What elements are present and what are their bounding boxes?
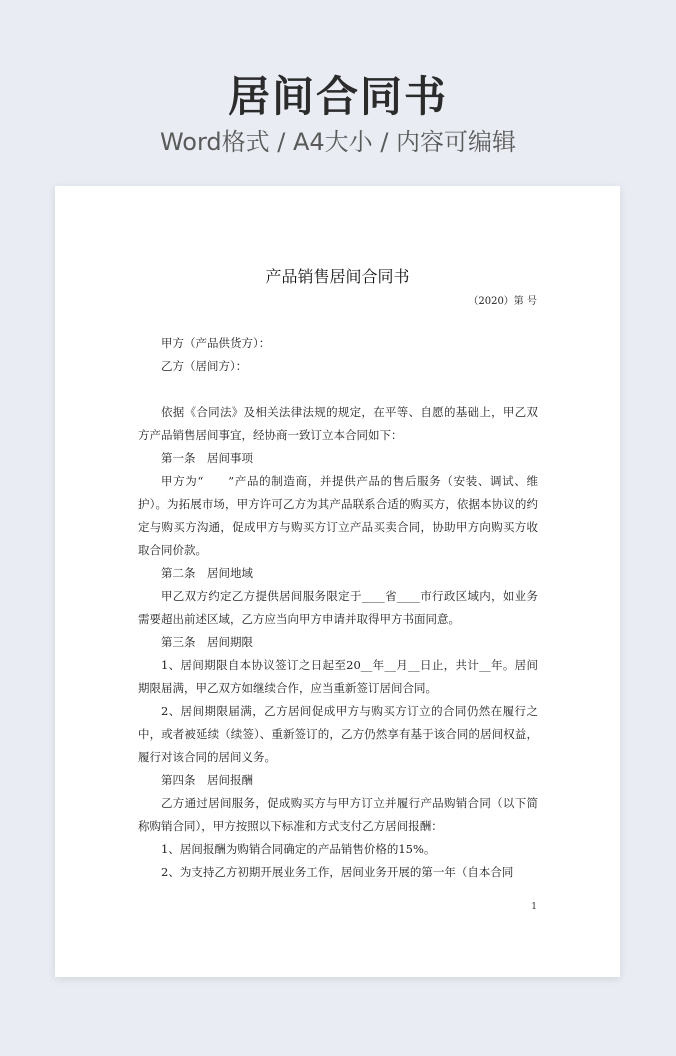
article-2-heading: 第二条 居间地域: [161, 566, 253, 580]
article-4-clause-1: 1、居间报酬为购销合同确定的产品销售价格的15%。: [161, 842, 436, 856]
document-title: 产品销售居间合同书: [265, 267, 410, 286]
article-4-clause-2: 2、为支持乙方初期开展业务工作，居间业务开展的第一年（自本合同: [161, 865, 514, 879]
preamble-paragraph: 依据《合同法》及相关法律法规的规定，在平等、自愿的基础上，甲乙双方产品销售居间事宜，经协商一致订立本合同如下：: [138, 405, 538, 442]
article-4-heading: 第四条 居间报酬: [161, 773, 253, 787]
page-number: 1: [531, 902, 537, 912]
article-2-paragraph: 甲乙双方约定乙方提供居间服务限定于____省____市行政区域内，如业务需要超出前述区域，乙方应当向甲方申请并取得甲方书面同意。: [138, 589, 538, 626]
document-number: （2020）第 号: [468, 296, 537, 307]
article-3-heading: 第三条 居间期限: [161, 635, 253, 649]
article-3-clause-1: 1、居间期限自本协议签订之日起至20__年__月__日止，共计__年。居间期限届满，甲乙双方如继续合作，应当重新签订居间合同。: [138, 658, 538, 695]
banner-subtitle: Word格式 / A4大小 / 内容可编辑: [159, 128, 517, 156]
article-4-paragraph: 乙方通过居间服务，促成购买方与甲方订立并履行产品购销合同（以下简称购销合同），甲方按照以下标准和方式支付乙方居间报酬：: [138, 796, 538, 833]
party-a-line: 甲方（产品供货方）：: [161, 336, 271, 350]
article-1-heading: 第一条 居间事项: [161, 451, 253, 465]
party-b-line: 乙方（居间方）：: [161, 359, 248, 373]
banner-title: 居间合同书: [227, 72, 448, 121]
document-body: [138, 332, 538, 884]
article-3-clause-2: 2、居间期限届满，乙方居间促成甲方与购买方订立的合同仍然在履行之中，或者被延续（续签）、重新签订的，乙方仍然享有基于该合同的居间权益，履行对该合同的居间义务。: [138, 704, 538, 764]
document-page: [55, 186, 620, 977]
article-1-paragraph: 甲方为“ ”产品的制造商，并提供产品的售后服务（安装、调试、维护）。为拓展市场，甲方许可乙方为其产品联系合适的购买方，依据本协议的约定与购买方沟通，促成甲方与购买方订立产品买卖合同，协助甲方向购买方收取合同价款。: [138, 474, 538, 557]
